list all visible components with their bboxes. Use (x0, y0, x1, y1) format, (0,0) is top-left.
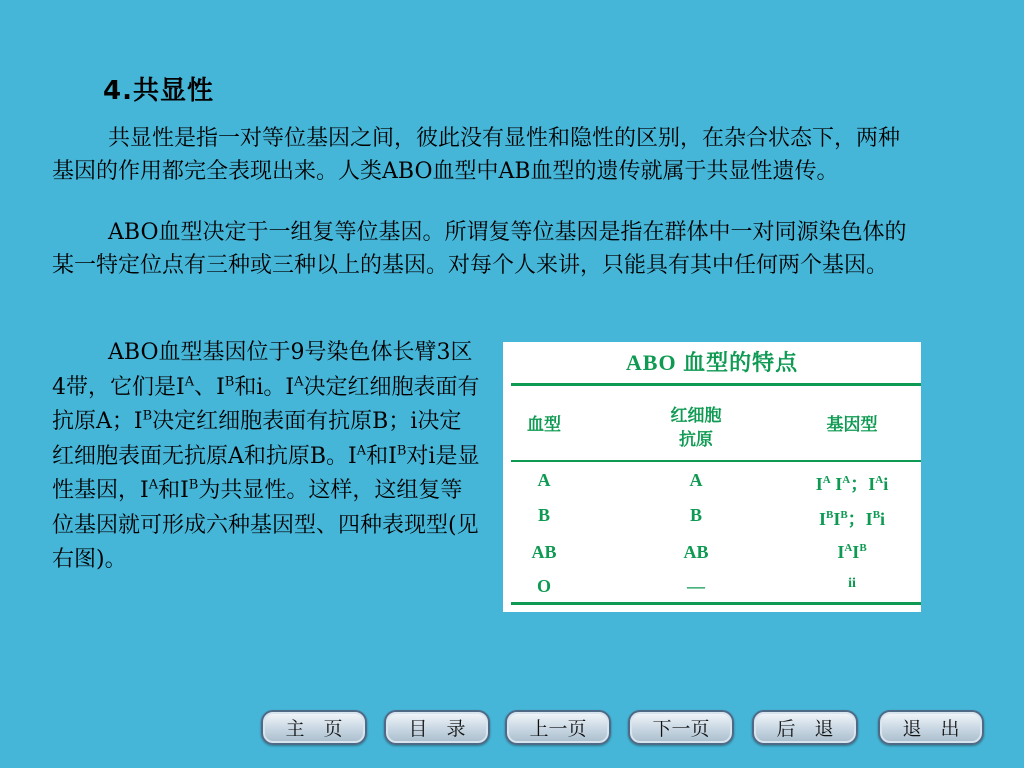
allele-sup: B (840, 509, 848, 521)
table-rule-middle (511, 460, 921, 462)
row-b-antigen: B (689, 505, 702, 525)
superscript-b: B (224, 374, 235, 390)
col-header-antigen (633, 404, 759, 452)
allele-i: I (865, 509, 873, 529)
row-a-genotype (793, 470, 911, 496)
text-segment: ABO血型基因位于9号染色体长臂3区4带，它们是I (52, 340, 473, 400)
allele-i: I (868, 474, 876, 494)
text-segment: 、I (194, 374, 225, 400)
col-header-antigen-line1: 红细胞 (670, 406, 722, 425)
contents-button[interactable]: 目 录 (384, 710, 490, 745)
row-o-antigen: — (687, 576, 705, 596)
multiple-alleles-paragraph (52, 216, 912, 282)
superscript-a: A (148, 477, 159, 493)
col-header-antigen-line2: 抗原 (679, 430, 713, 449)
row-o-blood-type: O (536, 576, 551, 596)
table-title: ABO 血型的特点 (625, 350, 799, 375)
separator: ； (850, 474, 869, 494)
section-heading: 4.共显性 (103, 76, 214, 106)
next-page-button[interactable]: 下一页 (628, 710, 734, 745)
allele-sup: B (872, 509, 881, 521)
superscript-a: A (184, 374, 195, 390)
abo-blood-type-table (503, 342, 921, 612)
text-segment: 和I (366, 443, 397, 469)
superscript-b: B (396, 443, 407, 459)
superscript-b: B (142, 408, 153, 424)
col-header-genotype: 基因型 (826, 415, 878, 434)
allele-i: I (852, 542, 860, 562)
row-a-blood-type: A (537, 470, 551, 490)
row-ab-blood-type: AB (531, 542, 557, 562)
paragraph1-text: 共显性是指一对等位基因之间，彼此没有显性和隐性的区别，在杂合状态下，两种基因的作用都完全表现出来。人类ABO血型中AB血型的遗传就属于共显性遗传。 (52, 126, 901, 184)
table-rule-top (511, 383, 921, 386)
exit-button[interactable]: 退 出 (878, 710, 984, 745)
allele-sup: A (875, 474, 884, 486)
codominance-paragraph (52, 122, 912, 188)
allele-i: I (815, 474, 823, 494)
allele-i: I (835, 474, 843, 494)
allele-sup: B (825, 509, 834, 521)
row-ab-genotype (793, 542, 911, 563)
allele-sup: A (822, 474, 831, 486)
superscript-b: B (188, 477, 199, 493)
allele-i: I (818, 509, 826, 529)
text-segment: 和i。I (234, 374, 295, 400)
allele-sup: A (842, 474, 851, 486)
allele-recessive: i (883, 474, 889, 494)
text-segment: 为共显性。这样，这组复等位基因就可形成六种基因型、四种表现型(见右图)。 (52, 478, 479, 572)
text-segment: 和I (158, 478, 189, 503)
allele-i: I (837, 542, 845, 562)
text-segment: 对i是显性基因，I (52, 443, 480, 503)
allele-recessive: i (880, 509, 886, 529)
row-a-antigen: A (689, 470, 703, 490)
text-segment: 决定红细胞表面有抗原A；I (52, 374, 480, 434)
allele-sup: A (844, 542, 853, 554)
superscript-a: A (294, 374, 304, 390)
home-button[interactable]: 主 页 (261, 710, 367, 745)
previous-page-button[interactable]: 上一页 (505, 710, 611, 745)
row-b-genotype (793, 505, 911, 531)
abo-gene-description (52, 336, 482, 578)
back-button[interactable]: 后 退 (752, 710, 858, 745)
allele-sup: B (859, 542, 867, 554)
row-o-genotype: ii (848, 576, 856, 591)
row-ab-antigen: AB (683, 542, 709, 562)
col-header-blood-type: 血型 (527, 415, 561, 434)
paragraph2-text: ABO血型决定于一组复等位基因。所谓复等位基因是指在群体中一对同源染色体的某一特定位点有三种或三种以上的基因。对每个人来讲，只能具有其中任何两个基因。 (52, 220, 907, 278)
text-segment: 决定红细胞表面有抗原B；i决定红细胞表面无抗原A和抗原B。I (52, 409, 462, 469)
table-rule-bottom (511, 602, 921, 605)
row-b-blood-type: B (537, 505, 550, 525)
allele-i: I (833, 509, 841, 529)
separator: ； (847, 509, 866, 529)
superscript-a: A (356, 443, 367, 459)
